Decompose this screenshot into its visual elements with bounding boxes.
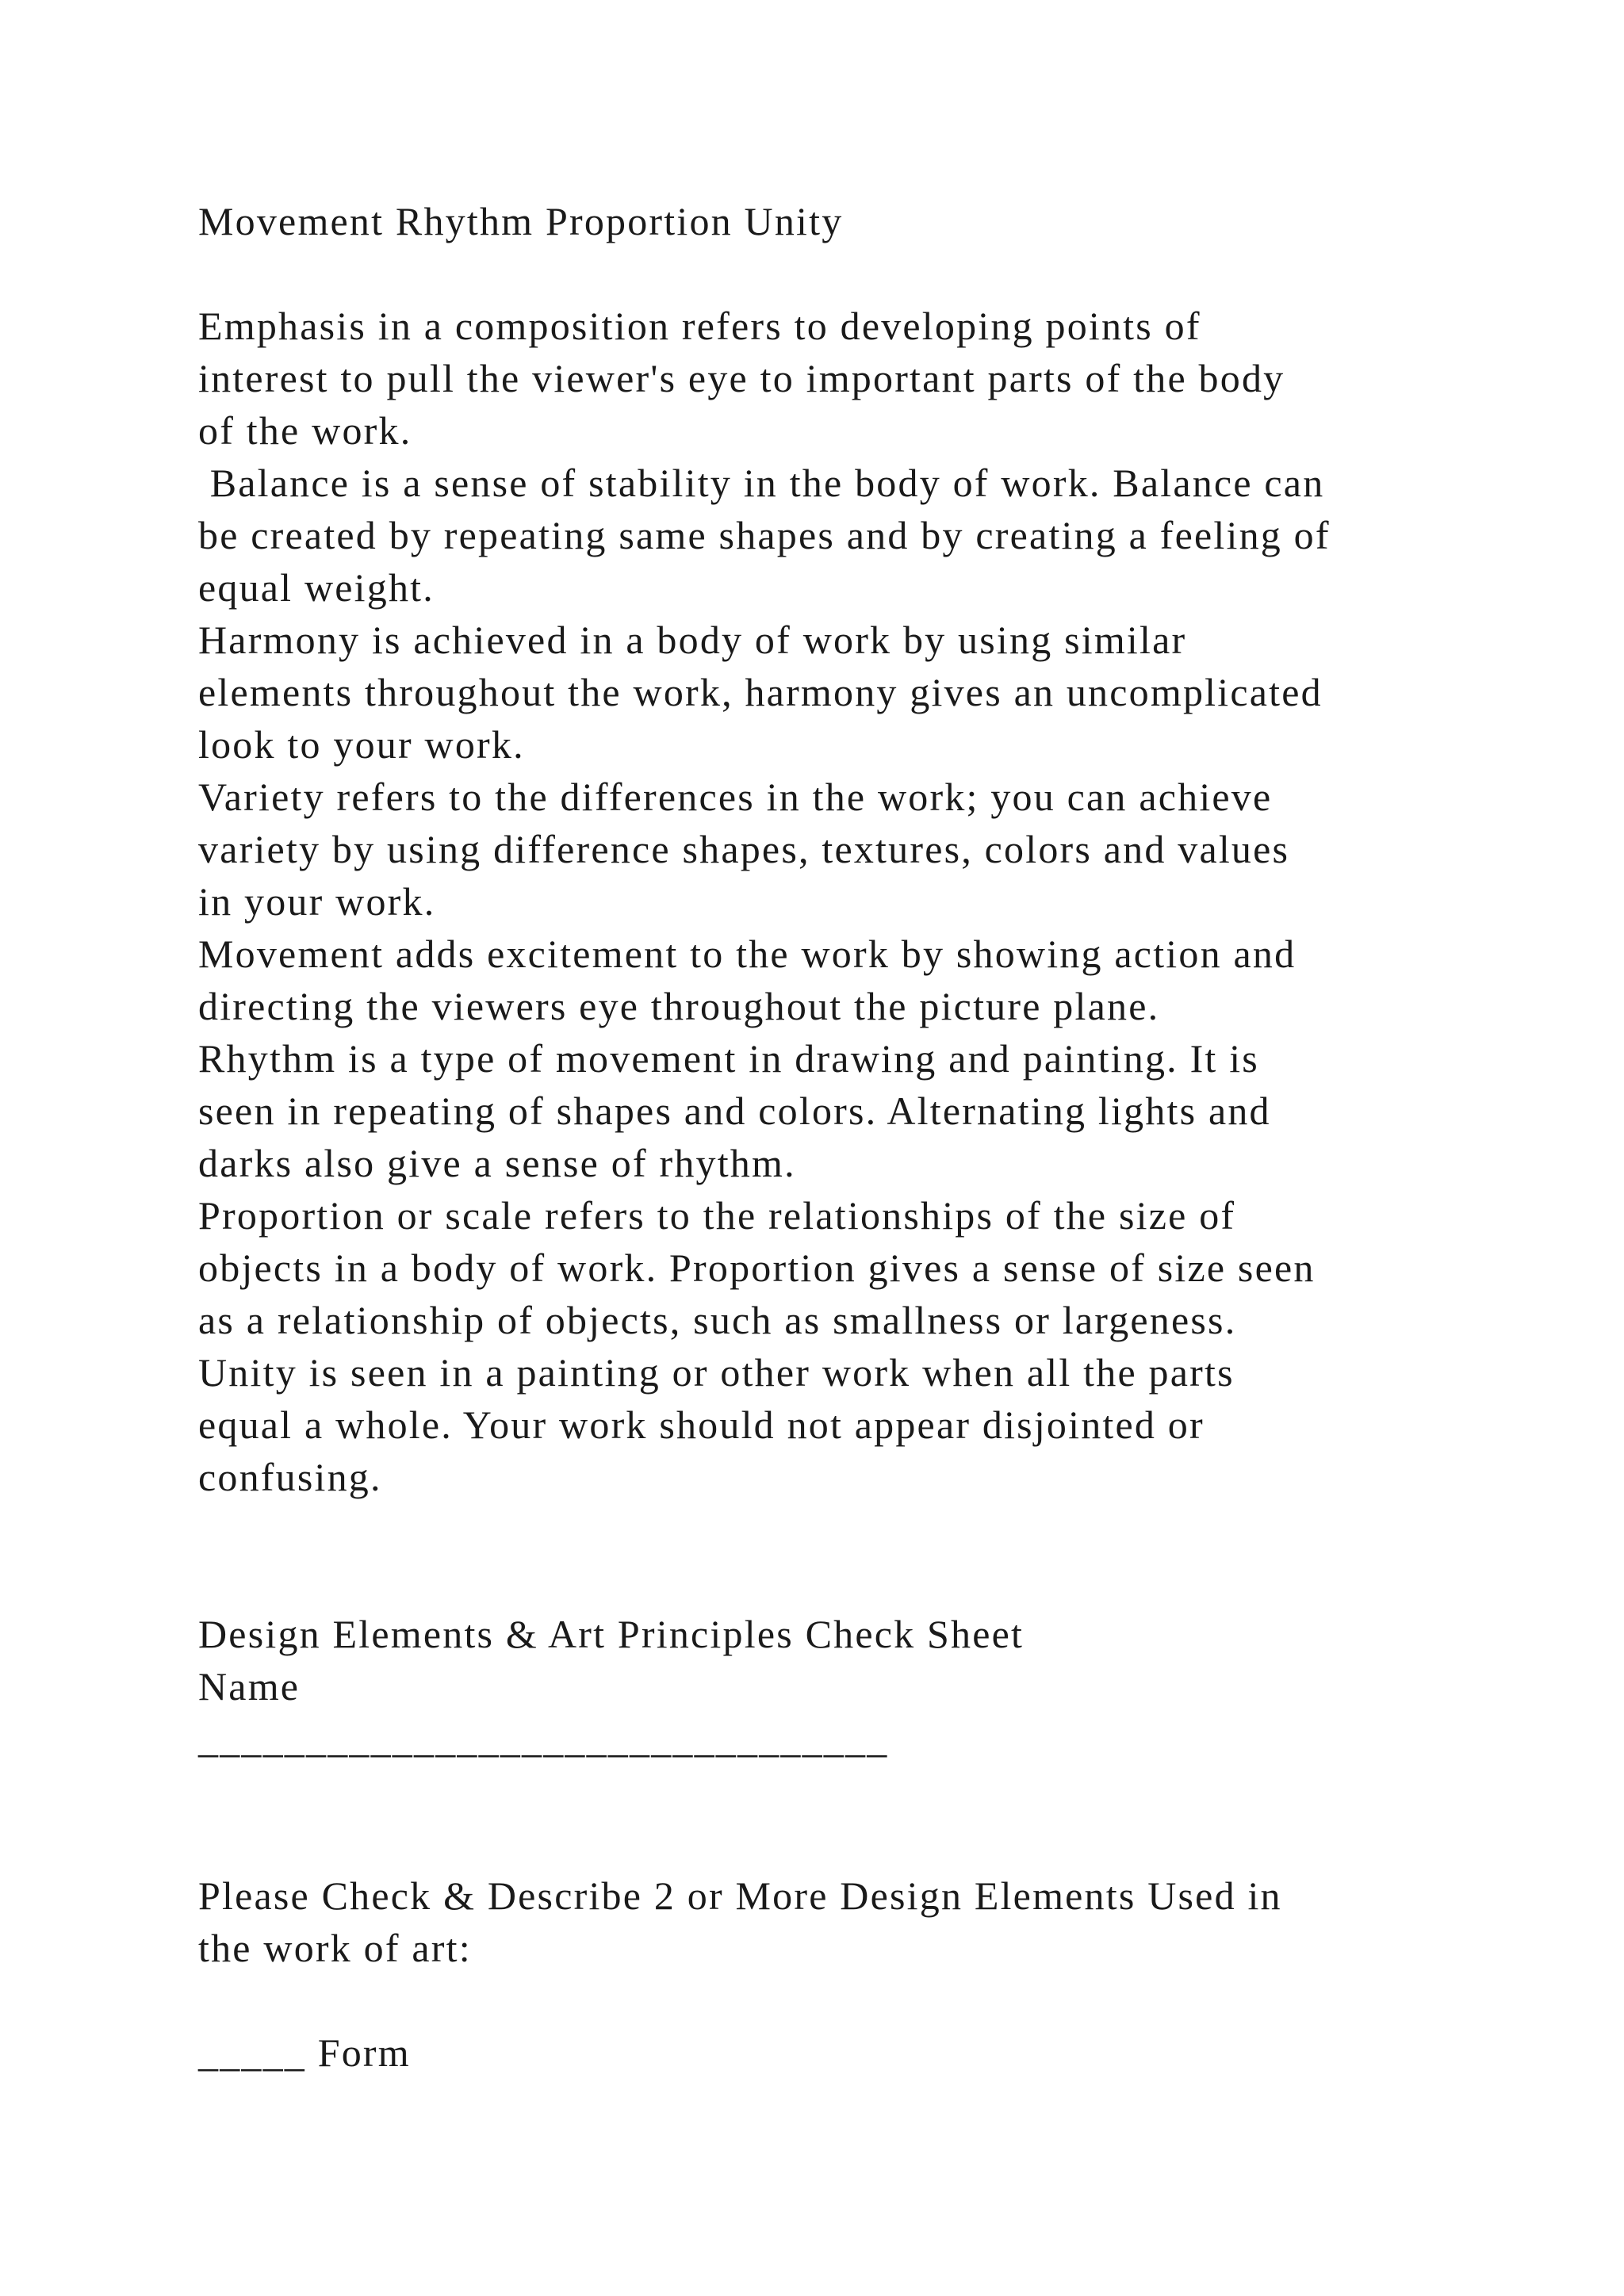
principle-text-line: darks also give a sense of rhythm. [198,1141,796,1185]
principle-text-line: equal a whole. Your work should not appear disjointed or [198,1402,1205,1447]
principle-text-line: equal weight. [198,565,435,610]
instruction-text: the work of art: [198,1926,472,1970]
name-label: Name [198,1664,301,1709]
instruction-text: Please Check & Describe 2 or More Design Elements Used in [198,1873,1282,1918]
principle-text-line: Harmony is achieved in a body of work by using similar [198,618,1187,662]
name-blank-line: ________________________________ [198,1716,889,1761]
principle-text-line: interest to pull the viewer's eye to important parts of the body [198,356,1285,400]
principle-text-line: Movement adds excitement to the work by showing action and [198,932,1297,976]
principle-text-line: look to your work. [198,722,525,767]
form-check-item: _____ Form [198,2030,411,2075]
principle-text-line: seen in repeating of shapes and colors. Alternating lights and [198,1089,1271,1133]
principle-text-line: Rhythm is a type of movement in drawing and painting. It is [198,1036,1259,1081]
principle-text-line: confusing. [198,1455,382,1499]
principle-text-line: directing the viewers eye throughout the picture plane. [198,984,1160,1028]
check-sheet-heading: Design Elements & Art Principles Check Sheet [198,1612,1025,1656]
document-title: Movement Rhythm Proportion Unity [198,199,844,243]
principle-text-line: Emphasis in a composition refers to developing points of [198,304,1201,348]
principle-text-line: variety by using difference shapes, textures, colors and values [198,827,1290,871]
principle-text-line: Balance is a sense of stability in the body of work. Balance can [198,461,1325,505]
principle-text-line: as a relationship of objects, such as smallness or largeness. [198,1298,1237,1342]
principle-text-line: Variety refers to the differences in the work; you can achieve [198,775,1273,819]
principle-text-line: in your work. [198,879,436,924]
principle-text-line: Unity is seen in a painting or other work when all the parts [198,1350,1235,1395]
principle-text-line: be created by repeating same shapes and by creating a feeling of [198,513,1331,557]
principle-text-line: Proportion or scale refers to the relationships of the size of [198,1193,1236,1238]
principle-text-line: objects in a body of work. Proportion gives a sense of size seen [198,1246,1316,1290]
principle-text-line: of the work. [198,408,412,453]
principle-text-line: elements throughout the work, harmony gives an uncomplicated [198,670,1323,714]
